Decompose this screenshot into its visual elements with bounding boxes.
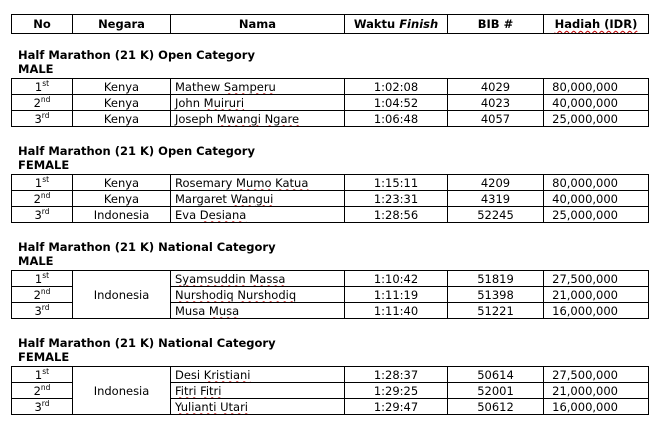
table-cell: 25,000,000 — [544, 111, 649, 127]
table-cell: 50612 — [448, 399, 544, 415]
table-row — [12, 367, 649, 383]
section-title: Half Marathon (21 K) National Category MALE — [18, 240, 276, 268]
results-table — [11, 366, 649, 415]
table-cell: Kenya — [73, 175, 171, 191]
table-cell: 1st — [12, 79, 73, 95]
results-table — [11, 270, 649, 319]
country-cell: Indonesia — [73, 367, 171, 415]
col-header-waktu: Waktu Finish — [345, 15, 448, 34]
table-cell: Indonesia — [73, 207, 171, 223]
table-cell: John Muiruri — [171, 95, 345, 111]
table-cell: 4023 — [448, 95, 544, 111]
table-cell: 40,000,000 — [544, 191, 649, 207]
table-cell: 1:23:31 — [345, 191, 448, 207]
table-cell: Margaret Wangui — [171, 191, 345, 207]
col-header-hadiah: Hadiah (IDR) — [544, 15, 649, 34]
table-cell: 40,000,000 — [544, 95, 649, 111]
table-cell: 51398 — [448, 287, 544, 303]
table-row — [12, 207, 649, 223]
table-cell: 1st — [12, 175, 73, 191]
table-cell: 1:15:11 — [345, 175, 448, 191]
results-table — [11, 78, 649, 127]
table-row — [12, 191, 649, 207]
table-cell: 51819 — [448, 271, 544, 287]
header-table — [11, 14, 649, 34]
table-cell: 1st — [12, 271, 73, 287]
table-cell: 4029 — [448, 79, 544, 95]
table-cell: 1:11:19 — [345, 287, 448, 303]
table-cell: Kenya — [73, 79, 171, 95]
table-cell: 21,000,000 — [544, 383, 649, 399]
table-cell: 4057 — [448, 111, 544, 127]
table-cell: Kenya — [73, 111, 171, 127]
table-cell: 80,000,000 — [544, 79, 649, 95]
table-cell: 3rd — [12, 399, 73, 415]
section-title: Half Marathon (21 K) Open Category FEMALE — [18, 144, 255, 172]
results-table — [11, 174, 649, 223]
table-cell: 27,500,000 — [544, 367, 649, 383]
table-cell: 1:29:47 — [345, 399, 448, 415]
table-cell: Fitri Fitri — [171, 383, 345, 399]
table-cell: 25,000,000 — [544, 207, 649, 223]
table-row — [12, 79, 649, 95]
table-cell: Nurshodiq Nurshodiq — [171, 287, 345, 303]
table-cell: 27,500,000 — [544, 271, 649, 287]
table-cell: 50614 — [448, 367, 544, 383]
table-cell: 4319 — [448, 191, 544, 207]
table-cell: 1:10:42 — [345, 271, 448, 287]
table-cell: Desi Kristiani — [171, 367, 345, 383]
table-cell: 2nd — [12, 95, 73, 111]
table-cell: 1st — [12, 367, 73, 383]
table-cell: 52245 — [448, 207, 544, 223]
col-header-bib: BIB # — [448, 15, 544, 34]
table-cell: 1:02:08 — [345, 79, 448, 95]
table-cell: 2nd — [12, 191, 73, 207]
table-row — [12, 175, 649, 191]
table-cell: 3rd — [12, 303, 73, 319]
table-cell: 1:11:40 — [345, 303, 448, 319]
section-title: Half Marathon (21 K) National Category FEMALE — [18, 336, 276, 364]
table-cell: Kenya — [73, 95, 171, 111]
section-title: Half Marathon (21 K) Open Category MALE — [18, 48, 255, 76]
table-cell: Eva Desiana — [171, 207, 345, 223]
table-cell: 1:28:56 — [345, 207, 448, 223]
table-cell: 1:06:48 — [345, 111, 448, 127]
table-cell: Musa Musa — [171, 303, 345, 319]
table-cell: 2nd — [12, 287, 73, 303]
table-cell: 2nd — [12, 383, 73, 399]
table-cell: Rosemary Mumo Katua — [171, 175, 345, 191]
table-cell: 1:04:52 — [345, 95, 448, 111]
table-cell: 1:28:37 — [345, 367, 448, 383]
table-cell: 3rd — [12, 207, 73, 223]
table-cell: Mathew Samperu — [171, 79, 345, 95]
table-row — [12, 95, 649, 111]
table-cell: Yulianti Utari — [171, 399, 345, 415]
table-cell: 16,000,000 — [544, 399, 649, 415]
col-header-negara: Negara — [73, 15, 171, 34]
country-cell: Indonesia — [73, 271, 171, 319]
table-cell: 1:29:25 — [345, 383, 448, 399]
table-cell: 21,000,000 — [544, 287, 649, 303]
table-cell: Syamsuddin Massa — [171, 271, 345, 287]
table-cell: Kenya — [73, 191, 171, 207]
col-header-nama: Nama — [171, 15, 345, 34]
table-cell: 51221 — [448, 303, 544, 319]
table-cell: 52001 — [448, 383, 544, 399]
table-cell: Joseph Mwangi Ngare — [171, 111, 345, 127]
table-cell: 80,000,000 — [544, 175, 649, 191]
table-cell: 16,000,000 — [544, 303, 649, 319]
table-row — [12, 271, 649, 287]
col-header-no: No — [12, 15, 73, 34]
table-cell: 3rd — [12, 111, 73, 127]
table-row — [12, 111, 649, 127]
table-cell: 4209 — [448, 175, 544, 191]
